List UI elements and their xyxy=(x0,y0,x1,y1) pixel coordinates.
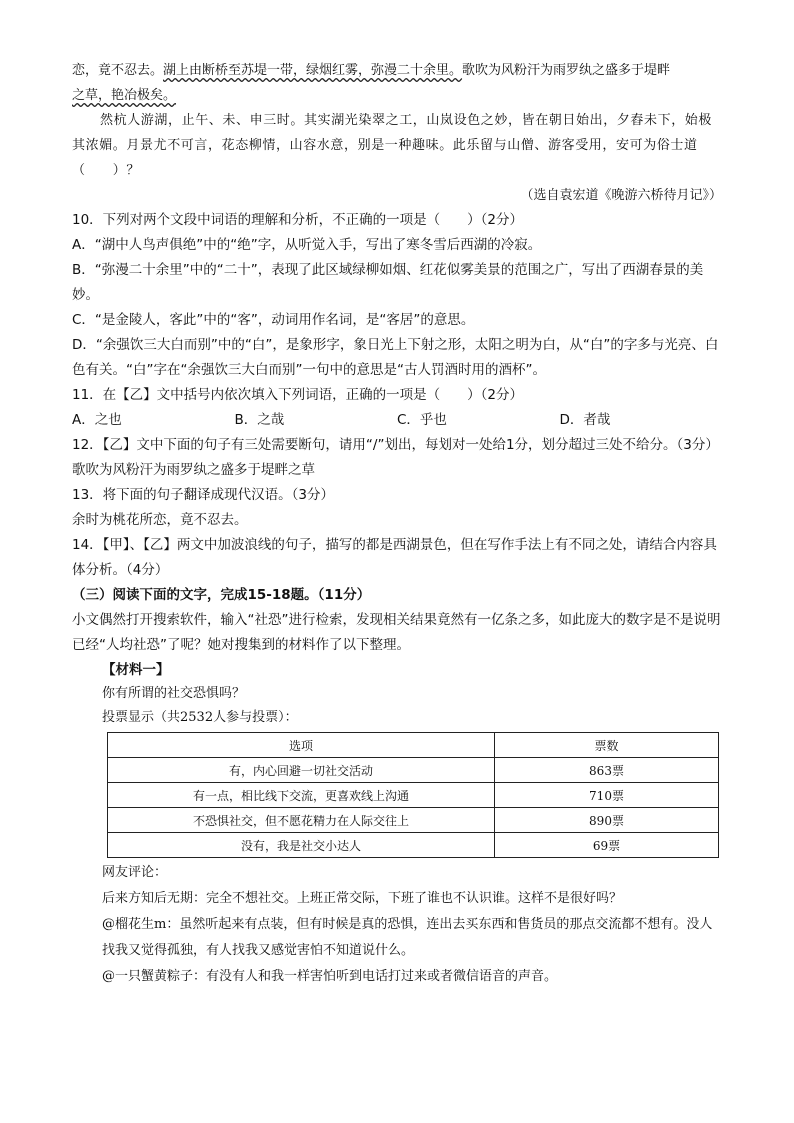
table-row xyxy=(108,808,719,833)
q10-option-c: C．“是金陵人，客此”中的“客”，动词用作名词，是“客居”的意思。 xyxy=(72,312,475,328)
exam-page xyxy=(72,58,722,990)
votes-cell: 890票 xyxy=(495,808,719,833)
wavy-sentence: 之草，艳冶极矣。 xyxy=(72,88,177,103)
passage-paragraph-2: 然杭人游湖，止午、未、申三时。其实湖光染翠之工，山岚设色之妙，皆在朝日始出，夕舂未下，始极其浓媚。月景尤不可言，花态柳情，山容水意，别是一种趣味。此乐留与山僧、游客受用，安可为俗士道（ ）？ xyxy=(72,113,713,178)
option-cell: 有，内心回避一切社交活动 xyxy=(108,758,495,783)
option-cell: 没有，我是社交小达人 xyxy=(108,833,495,858)
q10-option-b: B．“弥漫二十余里”中的“二十”，表现了此区域绿柳如烟、红花似雾美景的范围之广，写出了西湖春景的美妙。 xyxy=(72,262,704,303)
header-option: 选项 xyxy=(108,733,495,758)
question-10 xyxy=(72,208,722,383)
question-11 xyxy=(72,383,722,433)
q11-option-b: B．之哉 xyxy=(234,412,285,428)
survey-table xyxy=(107,732,719,858)
votes-cell: 863票 xyxy=(495,758,719,783)
passage-text: 恋，竟不忍去。 xyxy=(72,63,164,78)
passage-line-1 xyxy=(72,58,722,83)
q12-stem: 12．【乙】文中下面的句子有三处需要断句，请用“/”划出，每划对一处给1分，划分超过三处不给分。（3分） xyxy=(72,437,719,453)
comment-item: @一只蟹黄粽子：有没有人和我一样害怕听到电话打过来或者微信语音的声音。 xyxy=(102,969,558,984)
q11-option-d: D．者哉 xyxy=(559,412,611,428)
vote-info: 投票显示（共2532人参与投票）： xyxy=(102,710,298,725)
q11-option-c: C．乎也 xyxy=(397,412,447,428)
table-row xyxy=(108,783,719,808)
q10-stem: 10．下列对两个文段中词语的理解和分析，不正确的一项是（ ）（2分） xyxy=(72,212,524,228)
votes-cell: 69票 xyxy=(495,833,719,858)
comment-item: @榴花生m：虽然听起来有点装，但有时候是真的恐惧，连出去买东西和售货员的那点交流都不想有。没人找我又觉得孤独，有人找我又感觉害怕不知道说什么。 xyxy=(102,917,713,958)
wavy-sentence: 湖上由断桥至苏堤一带，绿烟红雾，弥漫二十余里。 xyxy=(163,63,463,78)
q10-option-d: D．“余强饮三大白而别”中的“白”，是象形字，象日光上下射之形，太阳之明为白，从“白”的字多与光亮、白色有关。“白”字在“余强饮三大白而别”一句中的意思是“古人罚酒时用的酒杯”。 xyxy=(72,337,719,378)
q11-stem: 11．在【乙】文中括号内依次填入下列词语，正确的一项是（ ）（2分） xyxy=(72,387,524,403)
table-header-row xyxy=(108,733,719,758)
material-title: 【材料一】 xyxy=(102,662,170,678)
option-cell: 不恐惧社交，但不愿花精力在人际交往上 xyxy=(108,808,495,833)
comments-block xyxy=(72,860,722,990)
section-heading: （三）阅读下面的文字，完成15-18题。（11分） xyxy=(72,587,371,603)
header-votes: 票数 xyxy=(495,733,719,758)
q10-option-a: A．“湖中人鸟声俱绝”中的“绝”字，从听觉入手，写出了寒冬雪后西湖的冷寂。 xyxy=(72,237,542,253)
table-row xyxy=(108,758,719,783)
q14-stem: 14．【甲】、【乙】两文中加波浪线的句子，描写的都是西湖景色，但在写作手法上有不同之处，请结合内容具体分析。（4分） xyxy=(72,537,717,578)
q11-option-a: A．之也 xyxy=(72,412,122,428)
section-3 xyxy=(72,583,722,990)
votes-cell: 710票 xyxy=(495,783,719,808)
table-row xyxy=(108,833,719,858)
q12-sentence: 歌吹为风粉汗为雨罗纨之盛多于堤畔之草 xyxy=(72,462,315,478)
passage-line-2 xyxy=(72,83,722,108)
comment-item: 后来方知后无期：完全不想社交。上班正常交际，下班了谁也不认识谁。这样不是很好吗？ xyxy=(102,891,623,906)
q13-stem: 13．将下面的句子翻译成现代汉语。（3分） xyxy=(72,487,335,503)
option-cell: 有一点，相比线下交流，更喜欢线上沟通 xyxy=(108,783,495,808)
q13-sentence: 余时为桃花所恋，竟不忍去。 xyxy=(72,512,248,528)
comments-label: 网友评论： xyxy=(102,865,168,880)
section-intro: 小文偶然打开搜索软件，输入“社恐”进行检索，发现相关结果竟然有一亿条之多，如此庞大的数字是不是说明已经“人均社恐”了呢？她对搜集到的材料作了以下整理。 xyxy=(72,612,721,653)
q11-options xyxy=(72,408,722,433)
question-12 xyxy=(72,433,722,483)
survey-question: 你有所谓的社交恐惧吗？ xyxy=(102,686,246,701)
question-14 xyxy=(72,533,722,583)
passage-source: （选自袁宏道《晚游六桥待月记》） xyxy=(520,188,722,203)
passage-b xyxy=(72,58,722,208)
question-13 xyxy=(72,483,722,533)
passage-text: 歌吹为风粉汗为雨罗纨之盛多于堤畔 xyxy=(462,63,671,78)
